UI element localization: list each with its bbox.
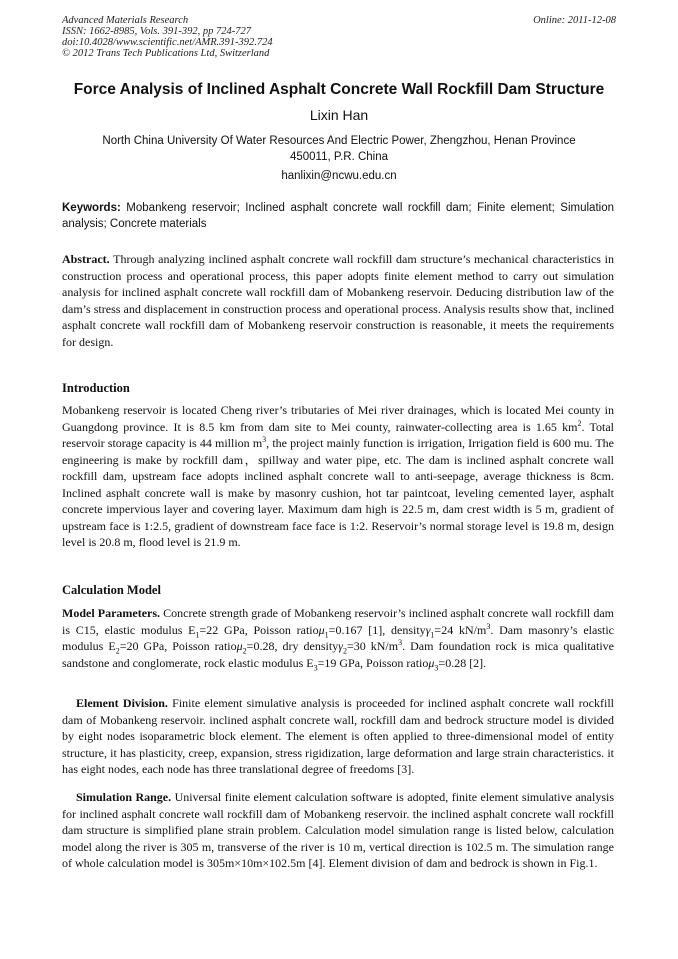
model-text: =0.167 [1], density: [328, 622, 426, 637]
abstract-label: Abstract.: [62, 252, 110, 266]
model-sub: 1: [430, 629, 435, 639]
model-text: =0.28, dry density: [246, 639, 339, 653]
element-division-text: Finite element simulative analysis is proceeded for inclined asphalt concrete wall rockfill dam of Mobankeng reservoir. inclined asphalt concrete wall, rockfill dam and bedrock structure model is divided by eight nodes isoparametric block element. The element is often applied to three-dimensional model of entity structure, it has plasticity, creep, expansion, stress rigidization, large deformation and large strain characteristics. it has eight nodes, each node has three translational degree of freedoms [3].: [62, 696, 615, 776]
model-text: =19 GPa, Poisson ratio: [317, 655, 429, 670]
journal-name: Advanced Materials Research: [62, 15, 189, 26]
simulation-range-text: Universal finite element calculation software is adopted, finite element simulative analysis for inclined asphalt concrete wall rockfill dam of Mobankeng reservoir. the inclined asphalt concrete wall rockfill dam structure is simplified plane strain problem. Calculation model simulation range is listed below, calculation model along the river is 305 m, transverse of the river is 10 m, vertical direction is 102.5 m. The simulation range of whole calculation model is 305m×10m×102.5m [4]. Element division of dam and bedrock is shown in Fig.1.: [62, 790, 615, 870]
gamma-symbol: γ: [338, 639, 343, 653]
mu-symbol: μ: [236, 639, 243, 653]
doi-line: doi:10.4028/www.scientific.net/AMR.391-392.724: [62, 37, 273, 48]
issn-line: ISSN: 1662-8985, Vols. 391-392, pp 724-727: [62, 26, 251, 37]
model-text: =0.28 [2].: [438, 655, 487, 670]
model-sub: 2: [242, 646, 247, 656]
gamma-symbol: γ: [425, 622, 431, 637]
intro-text-3: , the project mainly function is irrigation, Irrigation field is 600 mu. The engineering is make by rockfill dam，spillway and water pipe, etc. The dam is inclined asphalt concrete wall rockfill dam, upstream face adopts inclined asphalt concrete wall to anti-seepage, average thickness is 8cm. Inclined asphalt concrete wall is make by masonry cushion, hot tar paintcoat, leveling cemented layer, asphalt concrete impervious layer and covering layer. Maximum dam high is 22.5 m, dam crest width is 5 m, gradient of upstream face is 1:2.5, gradient of downstream face face is 1:2. Reservoir’s normal storage level is 19.8 m, design level is 20.8 m, flood level is 21.9 m.: [62, 436, 614, 549]
intro-sup-1: 2: [577, 418, 582, 428]
author-affiliation: North China University Of Water Resources And Electric Power, Zhengzhou, Henan Province 450011, P.R. China: [102, 135, 576, 163]
model-text: . Dam masonry’s elastic modulus E: [62, 622, 615, 653]
publication-header: [62, 15, 616, 59]
model-sub: 1: [324, 629, 329, 639]
keywords-label: Keywords:: [62, 202, 121, 214]
model-text: =22 GPa, Poisson ratio: [199, 622, 319, 637]
element-division-paragraph: [62, 695, 614, 778]
online-date: Online: 2011-12-08: [533, 15, 616, 26]
introduction-paragraph: [62, 402, 614, 551]
abstract-text: Through analyzing inclined asphalt concrete wall rockfill dam structure’s mechanical characteristics in construction process and operational process, this paper adopts finite element method to carry out simulation analysis for inclined asphalt concrete wall rockfill dam of Mobankeng reservoir. Deducing distribution law of the dam’s stress and displacement in construction process and operational process. Analysis results show that, inclined asphalt concrete wall rockfill dam of Mobankeng reservoir construction is reasonable, it meets the requirements for design.: [62, 252, 614, 349]
calculation-model-heading: Calculation Model: [62, 583, 161, 597]
element-division-label: Element Division.: [76, 696, 168, 710]
mu-symbol: μ: [428, 655, 435, 670]
model-sub: 3: [434, 662, 439, 672]
introduction-heading: Introduction: [62, 381, 130, 395]
intro-text-2: . Total reservoir storage capacity is 44 million m: [62, 419, 614, 450]
abstract: [62, 251, 614, 350]
model-sup: 3: [486, 621, 491, 631]
simulation-range-paragraph: [62, 789, 614, 872]
model-text: . Dam foundation rock is mica qualitative sandstone and conglomerate, rock elastic modulus E: [62, 639, 614, 670]
model-sup: 3: [398, 638, 403, 647]
model-text: =24 kN/m: [434, 622, 487, 637]
intro-text-1: Mobankeng reservoir is located Cheng river’s tributaries of Mei river drainages, which is located Mei county in Guangdong province. It is 8.5 km from dam site to Mei county, rainwater-collecting area is 1.65 km: [62, 403, 614, 434]
author-name: Lixin Han: [309, 107, 369, 123]
keywords: [62, 200, 614, 232]
model-parameters-label: Model Parameters.: [62, 606, 161, 620]
copyright-line: © 2012 Trans Tech Publications Ltd, Switzerland: [62, 48, 270, 59]
model-text: =20 GPa, Poisson ratio: [119, 639, 237, 653]
paper-title: Force Analysis of Inclined Asphalt Concrete Wall Rockfill Dam Structure: [73, 81, 605, 98]
simulation-range-label: Simulation Range.: [76, 790, 172, 804]
author-email: hanlixin@ncwu.edu.cn: [281, 170, 397, 182]
model-sub: 2: [115, 646, 120, 656]
keywords-text: Mobankeng reservoir; Inclined asphalt concrete wall rockfill dam; Finite element; Simulation analysis; Concrete materials: [62, 202, 614, 230]
model-sub: 2: [342, 646, 347, 656]
intro-sup-2: 3: [262, 435, 267, 444]
model-text: Concrete strength grade of Mobankeng reservoir’s inclined asphalt concrete wall rockfill dam is C15, elastic modulus E: [62, 606, 615, 637]
model-text: =30 kN/m: [346, 639, 399, 653]
model-sub: 3: [313, 662, 318, 672]
mu-symbol: μ: [318, 622, 325, 637]
model-parameters-paragraph: [62, 605, 614, 671]
model-sub: 1: [195, 629, 200, 639]
